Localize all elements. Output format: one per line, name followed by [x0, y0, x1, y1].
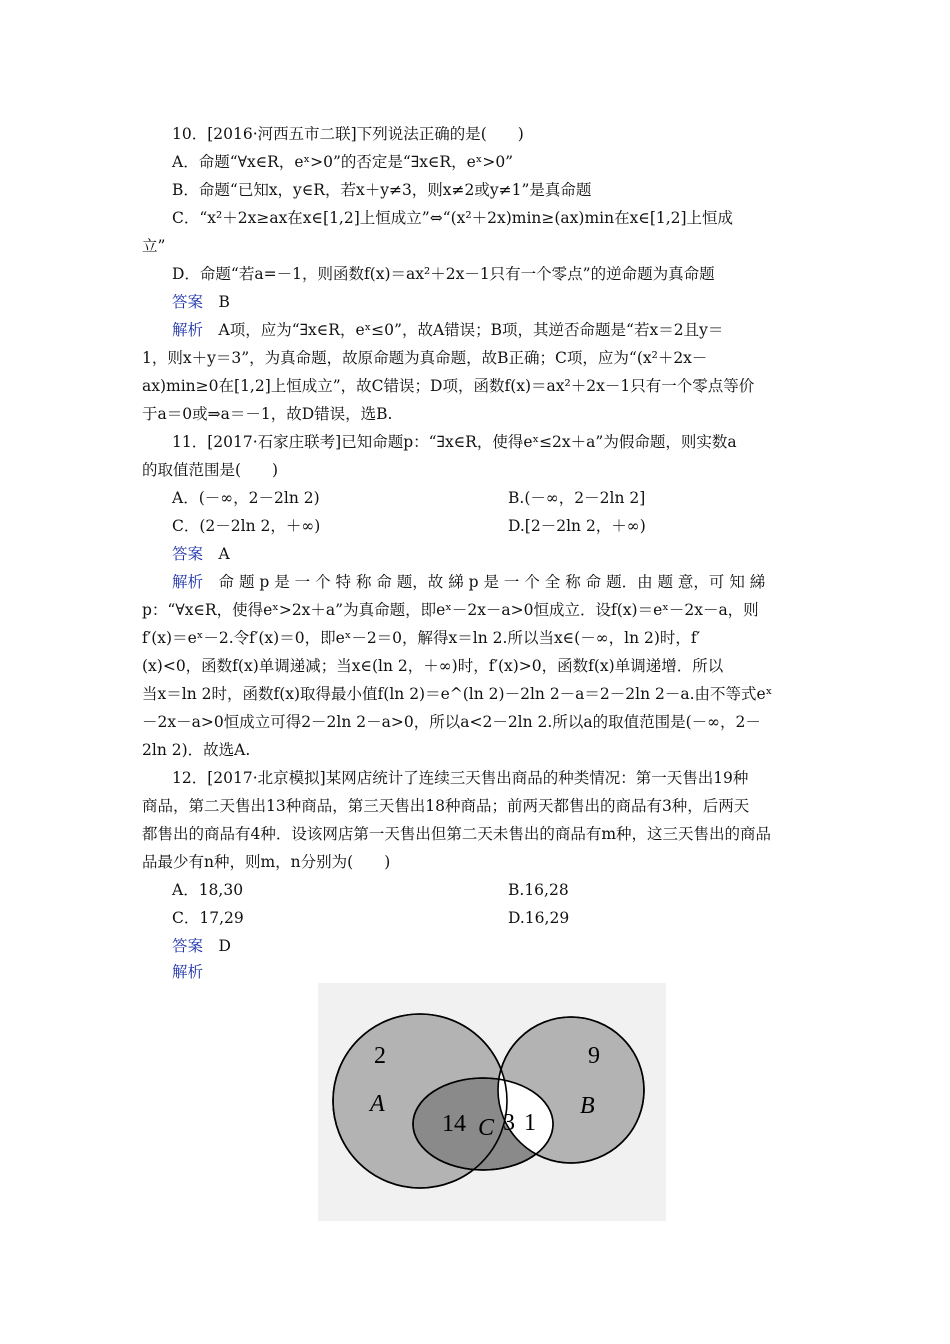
analysis-text: A项，应为“∃x∈R，eˣ≤0”，故A错误；B项，其逆否命题是“若x＝2且y＝: [218, 321, 724, 339]
q10-option-a: A．命题“∀x∈R，eˣ>0”的否定是“∃x∈R，eˣ>0”: [172, 153, 514, 171]
q12-stem-line2: 商品，第二天售出13种商品，第三天售出18种商品；前两天都售出的商品有3种，后两天: [142, 797, 750, 815]
q11-analysis-line1: [172, 572, 840, 592]
q10-stem: 10．[2016·河西五市二联]下列说法正确的是( ): [172, 125, 524, 143]
q11-option-a: A．(－∞，2－2ln 2): [172, 489, 320, 507]
answer-label: 答案: [172, 293, 204, 311]
analysis-text: 命 题 p 是 一 个 特 称 命 题，故 綈 p 是 一 个 全 称 命 题．由 题 意，可 知 綈: [218, 573, 766, 591]
q12-analysis-label: [172, 962, 840, 982]
q11-option-c: C．(2－2ln 2，＋∞): [172, 517, 321, 535]
label-set-c: C: [478, 1115, 495, 1141]
analysis-label: 解析: [172, 573, 204, 591]
q12-option-b: B.16,28: [508, 881, 569, 899]
answer-value: B: [218, 293, 230, 311]
q12-stem-line3: 都售出的商品有4种．设该网店第一天售出但第二天未售出的商品有m种，这三天售出的商品: [142, 825, 772, 843]
q10-option-d: D．命题“若a=－1，则函数f(x)＝ax²＋2x－1只有一个零点”的逆命题为真命题: [172, 265, 715, 283]
q10-answer: [172, 292, 840, 312]
analysis-label: 解析: [172, 963, 204, 981]
q10-analysis-line4: 于a＝0或⇒a＝－1，故D错误，选B.: [142, 405, 393, 423]
count-a-b-only: 1: [524, 1110, 536, 1136]
q12-stem-line4: 品最少有n种，则m，n分别为( ): [142, 853, 391, 871]
analysis-label: 解析: [172, 321, 204, 339]
label-set-a: A: [370, 1091, 385, 1117]
label-set-b: B: [580, 1093, 595, 1119]
q10-option-b: B．命题“已知x，y∈R，若x＋y≠3，则x≠2或y≠1”是真命题: [172, 181, 592, 199]
q11-analysis-line6: －2x－a>0恒成立可得2－2ln 2－a>0，所以a<2－2ln 2.所以a的取值范围是(－∞，2－: [142, 713, 761, 731]
q11-analysis-line5: 当x＝ln 2时，函数f(x)取得最小值f(ln 2)＝e^(ln 2)－2ln 2－a＝2－2ln 2－a.由不等式eˣ: [142, 685, 773, 703]
q12-option-d: D.16,29: [508, 909, 570, 927]
q12-answer: [172, 936, 840, 956]
q11-analysis-line7: 2ln 2)．故选A.: [142, 741, 251, 759]
count-a-only: 2: [374, 1043, 386, 1069]
q11-answer: [172, 544, 840, 564]
q11-analysis-line2: p：“∀x∈R，使得eˣ>2x＋a”为真命题，即eˣ－2x－a>0恒成立．设f(x)＝eˣ－2x－a，则: [142, 601, 759, 619]
count-c: 14: [442, 1111, 466, 1137]
q11-stem-line2: 的取值范围是( ): [142, 461, 279, 479]
q10-analysis-line3: ax)min≥0在[1,2]上恒成立”，故C错误；D项，函数f(x)＝ax²＋2x－1只有一个零点等价: [142, 377, 755, 395]
venn-diagram: [318, 983, 666, 1221]
count-b-only: 9: [588, 1043, 600, 1069]
answer-value: D: [218, 937, 231, 955]
q11-analysis-line4: (x)<0，函数f(x)单调递减；当x∈(ln 2，＋∞)时，f′(x)>0，函数f(x)单调递增．所以: [142, 657, 724, 675]
q12-option-a: A．18,30: [172, 881, 244, 899]
q11-stem-line1: 11．[2017·石家庄联考]已知命题p：“∃x∈R，使得eˣ≤2x＋a”为假命题，则实数a: [172, 433, 737, 451]
count-a-b-c: 3: [503, 1110, 515, 1136]
q11-option-b: B.(－∞，2－2ln 2]: [508, 489, 646, 507]
q12-option-c: C．17,29: [172, 909, 244, 927]
q10-analysis-line2: 1，则x＋y＝3”，为真命题，故原命题为真命题，故B正确；C项，应为“(x²＋2x－: [142, 349, 708, 367]
answer-label: 答案: [172, 545, 204, 563]
answer-label: 答案: [172, 937, 204, 955]
q10-analysis-line1: [172, 320, 840, 340]
answer-value: A: [218, 545, 230, 563]
q11-option-d: D.[2－2ln 2，＋∞): [508, 517, 646, 535]
q12-stem-line1: 12．[2017·北京模拟]某网店统计了连续三天售出商品的种类情况：第一天售出19种: [172, 769, 749, 787]
q10-option-c-line2: 立”: [142, 237, 166, 255]
q10-option-c-line1: C．“x²＋2x≥ax在x∈[1,2]上恒成立”⇔“(x²＋2x)min≥(ax)min在x∈[1,2]上恒成: [172, 209, 734, 227]
q11-analysis-line3: f′(x)＝eˣ－2.令f′(x)＝0，即eˣ－2＝0，解得x＝ln 2.所以当x∈(－∞，ln 2)时，f′: [142, 629, 701, 647]
